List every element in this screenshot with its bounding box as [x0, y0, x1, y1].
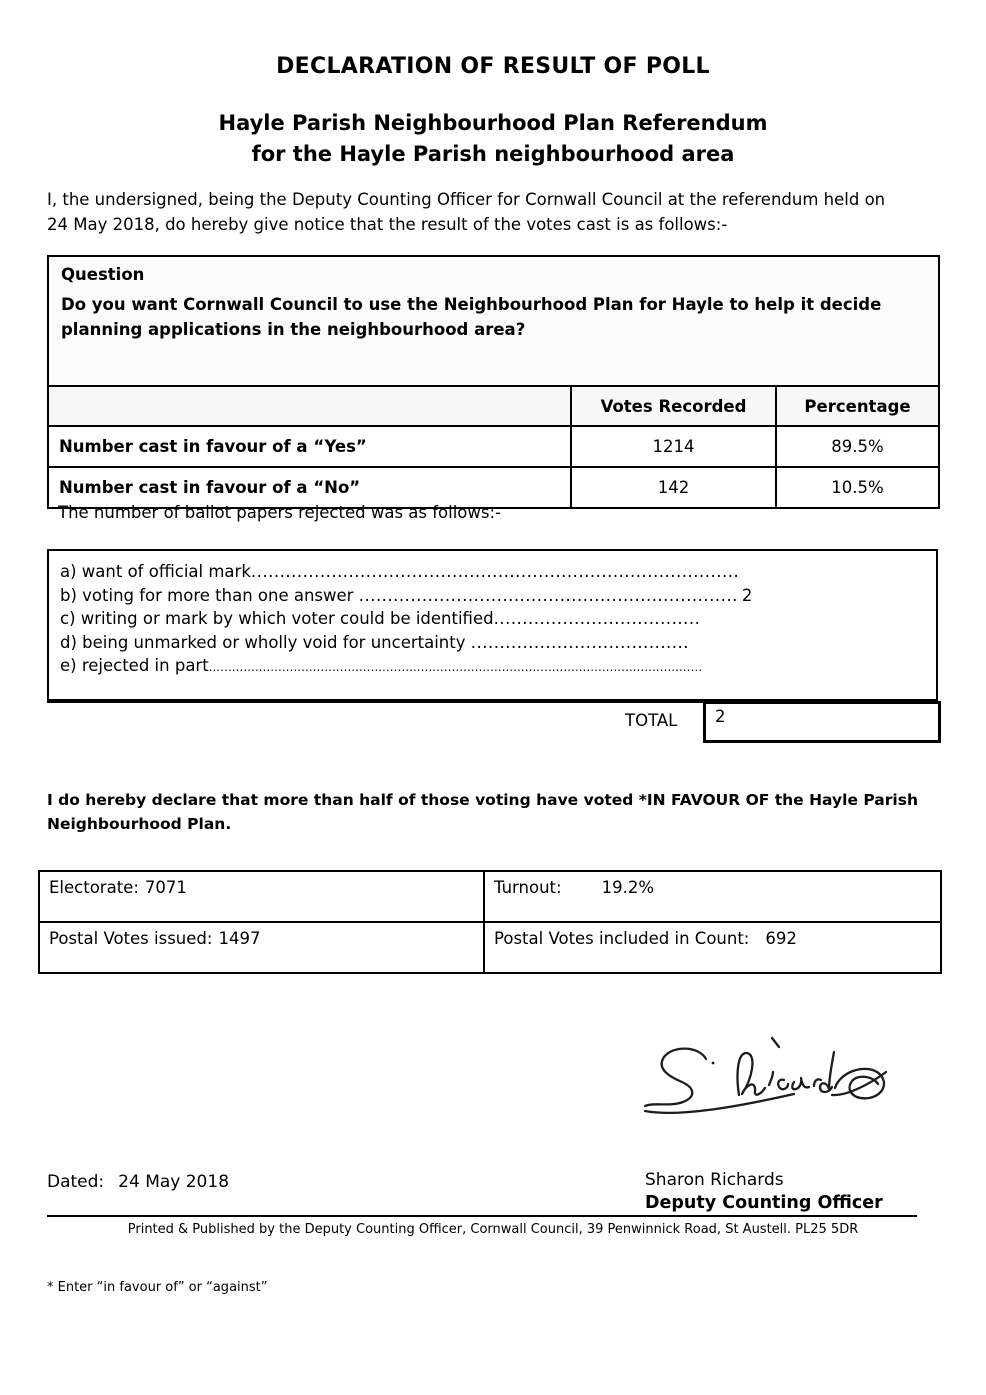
yes-percentage-value: 89.5%	[776, 426, 939, 467]
footer-divider	[47, 1215, 917, 1217]
electorate-value: 7071	[144, 878, 187, 897]
dot-leader: .....................................................................................	[250, 562, 740, 581]
no-votes-value: 142	[571, 467, 776, 508]
percentage-header: Percentage	[776, 386, 939, 426]
rejected-item-label: e) rejected in part	[60, 656, 209, 675]
rejected-item-e	[60, 654, 924, 680]
total-label: TOTAL	[625, 711, 678, 730]
rejected-item-label: c) writing or mark by which voter could be identified	[60, 609, 494, 628]
postal-issued-label: Postal Votes issued:	[49, 929, 213, 948]
rejected-item-a	[60, 560, 924, 584]
total-value-box	[703, 701, 941, 743]
signatory-block	[645, 1169, 883, 1214]
rejected-item-d	[60, 631, 924, 655]
intro-paragraph: I, the undersigned, being the Deputy Counting Officer for Cornwall Council at the referendum held on 24 May 2018, do hereby give notice that the result of the votes cast is as follows:-	[47, 190, 886, 234]
rejected-item-label: b) voting for more than one answer	[60, 585, 359, 605]
printed-published-line: Printed & Published by the Deputy Counting Officer, Cornwall Council, 39 Penwinnick Road, St Austell. PL25 5DR	[127, 1222, 859, 1237]
votes-recorded-header: Votes Recorded	[571, 386, 776, 426]
electorate-label: Electorate:	[49, 878, 139, 897]
rejected-item-b	[60, 584, 924, 608]
dated-value: 24 May 2018	[118, 1172, 230, 1192]
signatory-role: Deputy Counting Officer	[645, 1193, 883, 1213]
subtitle-line-1: Hayle Parish Neighbourhood Plan Referendum	[218, 111, 768, 135]
page-title: DECLARATION OF RESULT OF POLL	[276, 54, 710, 79]
question-row	[48, 256, 939, 386]
dot-leader: ..................................................................	[358, 585, 738, 605]
yes-row-label: Number cast in favour of a “Yes”	[48, 426, 571, 467]
turnout-label: Turnout:	[494, 878, 562, 897]
rejected-item-value: 2	[741, 585, 753, 605]
signature-image	[642, 1032, 892, 1127]
declaration-statement: I do hereby declare that more than half of those voting have voted *IN FAVOUR OF the Hayle Parish Neighbourhood Plan.	[47, 791, 918, 833]
rejected-ballots-intro: The number of ballot papers rejected was as follows:-	[58, 503, 502, 522]
question-label: Question	[61, 265, 145, 284]
postal-count-label: Postal Votes included in Count:	[494, 929, 750, 948]
no-percentage-value: 10.5%	[776, 467, 939, 508]
turnout-cell	[484, 871, 941, 922]
electorate-turnout-table	[38, 870, 942, 974]
total-value: 2	[715, 707, 726, 726]
question-text: Do you want Cornwall Council to use the Neighbourhood Plan for Hayle to help it decide planning applications in the neighbourhood area?	[61, 295, 882, 339]
table-row	[39, 922, 941, 973]
table-row-yes	[48, 426, 939, 467]
signatory-name: Sharon Richards	[645, 1170, 784, 1190]
dated-label: Dated:	[47, 1172, 105, 1192]
postal-count-value: 692	[765, 929, 797, 948]
electorate-cell	[39, 871, 484, 922]
dot-leader: ....................................	[493, 609, 701, 628]
results-header-row	[48, 386, 939, 426]
dated-line	[47, 1172, 229, 1192]
dot-leader: ......................................	[470, 632, 690, 652]
dot-leader: ................................................................................................................................	[208, 660, 703, 674]
document-subtitle	[0, 108, 986, 170]
yes-votes-value: 1214	[571, 426, 776, 467]
postal-count-cell	[484, 922, 941, 973]
results-table	[47, 255, 940, 509]
rejected-item-c	[60, 607, 924, 631]
postal-issued-cell	[39, 922, 484, 973]
table-row-no	[48, 467, 939, 508]
question-cell	[48, 256, 939, 386]
footnote-asterisk: * Enter “in favour of” or “against”	[47, 1280, 268, 1295]
empty-header-cell	[48, 386, 571, 426]
rejected-item-label: a) want of official mark	[60, 562, 251, 581]
postal-issued-value: 1497	[218, 929, 261, 948]
no-row-label: Number cast in favour of a “No”	[48, 467, 571, 508]
subtitle-line-2: for the Hayle Parish neighbourhood area	[251, 142, 735, 166]
rejected-ballots-box	[47, 549, 938, 703]
turnout-value: 19.2%	[601, 878, 654, 897]
table-row	[39, 871, 941, 922]
rejected-item-label: d) being unmarked or wholly void for uncertainty	[60, 632, 471, 652]
